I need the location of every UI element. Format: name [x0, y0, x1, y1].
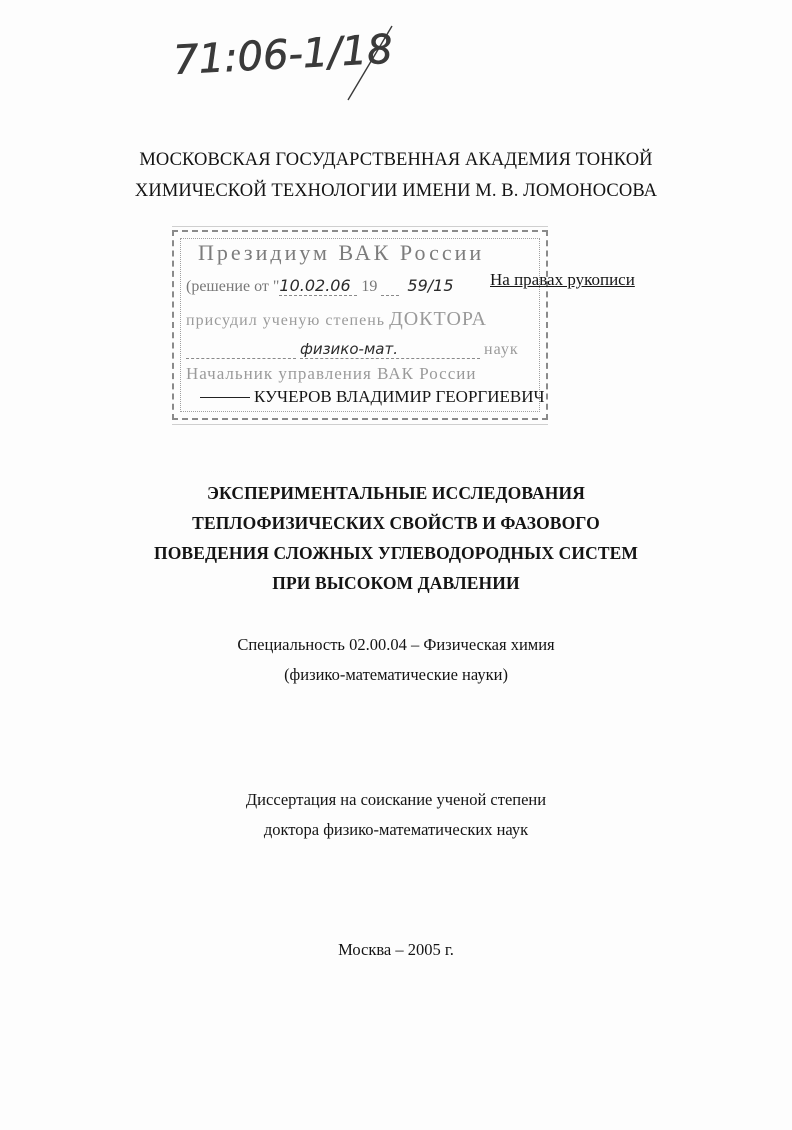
- stamp-degree-row: [186, 308, 487, 331]
- institution-line-1: МОСКОВСКАЯ ГОСУДАРСТВЕННАЯ АКАДЕМИЯ ТОНКОЙ: [139, 150, 653, 170]
- dissertation-title-line-4: ПРИ ВЫСОКОМ ДАВЛЕНИИ: [272, 573, 520, 593]
- stamp-head-row: [186, 364, 476, 384]
- handwritten-code-drawing: [170, 22, 410, 102]
- stamp-field-suffix: наук: [484, 341, 519, 358]
- dissertation-title-line-1: ЭКСПЕРИМЕНТАЛЬНЫЕ ИССЛЕДОВАНИЯ: [207, 483, 585, 503]
- author-line: [200, 387, 545, 407]
- dissertation-statement-line-2: доктора физико-математических наук: [263, 820, 529, 839]
- scan-artifact-bottom: [172, 424, 548, 425]
- stamp-head-label: Начальник управления ВАК России: [186, 364, 477, 383]
- stamp-field-row: [186, 340, 519, 359]
- handwritten-code-text: 71:06-1/18: [172, 26, 394, 84]
- author-leading-rule: [200, 397, 250, 398]
- stamp-decision-prefix: (решение от ": [186, 278, 280, 295]
- stamp-field-blank: [186, 358, 296, 359]
- scan-artifact-top: [172, 226, 548, 227]
- stamp-decision-year-prefix: 19: [361, 278, 378, 295]
- stamp-field-value: физико-мат.: [300, 340, 480, 359]
- stamp-title: Президиум ВАК России: [198, 240, 485, 265]
- stamp-decision-number: 59/15: [407, 276, 454, 295]
- dissertation-title-line-3: ПОВЕДЕНИЯ СЛОЖНЫХ УГЛЕВОДОРОДНЫХ СИСТЕМ: [154, 543, 638, 563]
- city-year: Москва – 2005 г.: [338, 940, 454, 959]
- dissertation-statement-line-1: Диссертация на соискание ученой степени: [245, 790, 547, 809]
- manuscript-rights-note: На правах рукописи: [490, 270, 635, 289]
- stamp-degree-value: ДОКТОРА: [389, 308, 487, 330]
- specialty-line: Специальность 02.00.04 – Физическая химия: [237, 635, 555, 654]
- stamp-degree-label: присудил ученую степень: [186, 312, 386, 329]
- stamp-year-blank: [381, 295, 399, 296]
- author-name: КУЧЕРОВ ВЛАДИМИР ГЕОРГИЕВИЧ: [254, 387, 545, 406]
- stamp-decision-date: 10.02.06: [279, 276, 357, 296]
- dissertation-title-line-2: ТЕПЛОФИЗИЧЕСКИХ СВОЙСТВ И ФАЗОВОГО: [192, 513, 600, 533]
- handwritten-archive-code: [170, 22, 410, 102]
- stamp-decision-row: [186, 276, 454, 296]
- specialty-field-line: (физико-математические науки): [284, 665, 508, 684]
- institution-line-2: ХИМИЧЕСКОЙ ТЕХНОЛОГИИ ИМЕНИ М. В. ЛОМОНОСОВА: [134, 181, 658, 201]
